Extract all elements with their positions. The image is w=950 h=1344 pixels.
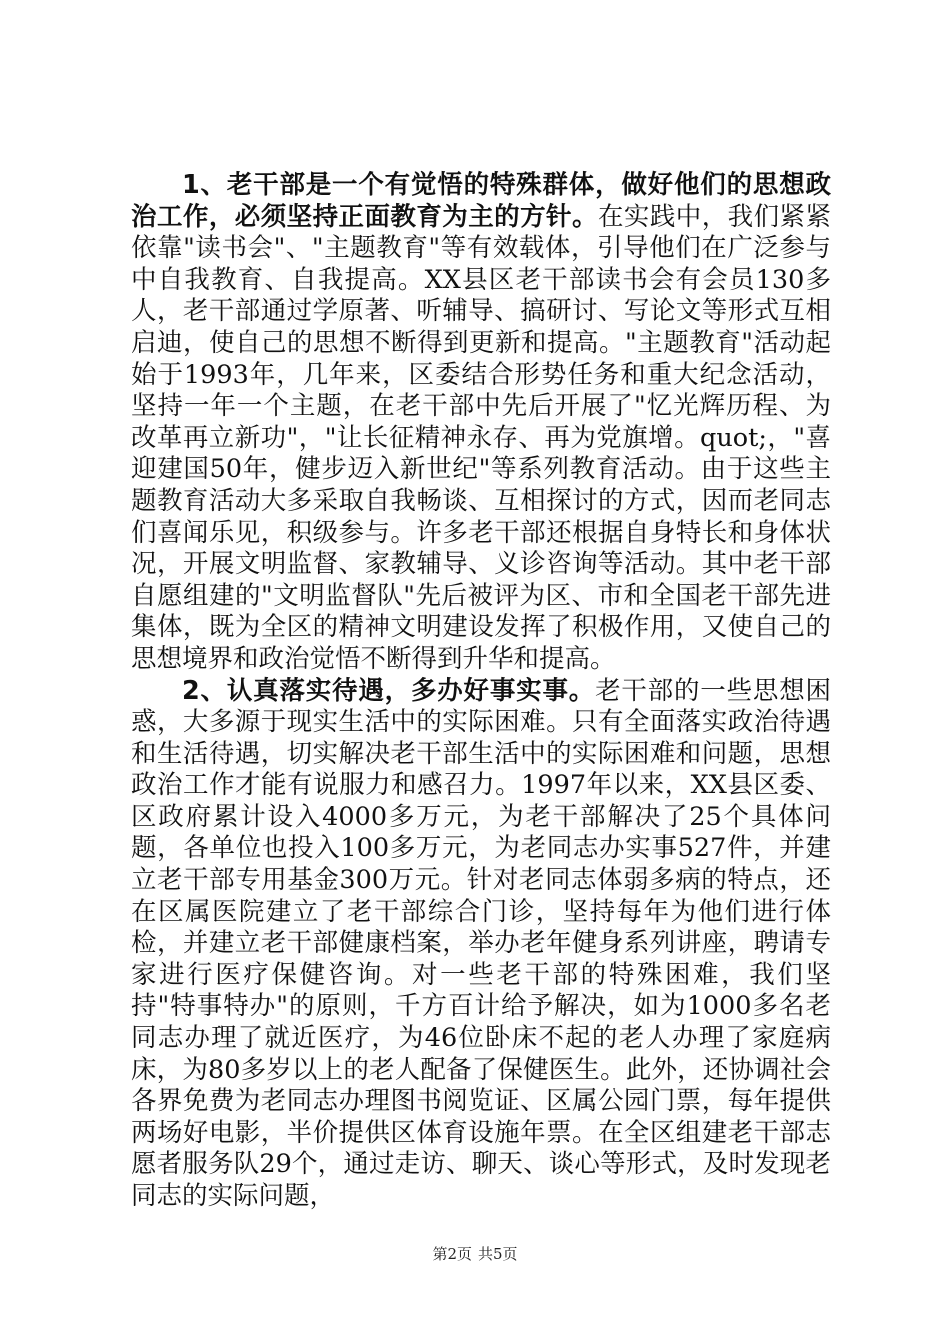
- document-body: [131, 170, 831, 1213]
- paragraph-1-body: 在实践中，我们紧紧依靠"读书会"、"主题教育"等有效载体，引导他们在广泛参与中自我教育、自我提高。XX县区老干部读书会有会员130多人，老干部通过学原著、听辅导、搞研讨、写论文等形式互相启迪，使自己的思想不断得到更新和提高。"主题教育"活动起始于1993年，几年来，区委结合形势任务和重大纪念活动，坚持一年一个主题，在老干部中先后开展了"忆光辉历程、为改革再立新功"，"让长征精神永存、再为党旗增。quot;，"喜迎建国50年，健步迈入新世纪"等系列教育活动。由于这些主题教育活动大多采取自我畅谈、互相探讨的方式，因而老同志们喜闻乐见，积级参与。许多老干部还根据自身特长和身体状况，开展文明监督、家教辅导、义诊咨询等活动。其中老干部自愿组建的"文明监督队"先后被评为区、市和全国老干部先进集体，既为全区的精神文明建设发挥了积极作用，又使自己的思想境界和政治觉悟不断得到升华和提高。: [131, 201, 831, 674]
- page-number-total: 共5页: [478, 1245, 518, 1263]
- page-number-current: 第2页: [432, 1245, 472, 1263]
- paragraph-2-heading: 2、认真落实待遇，多办好事实事。: [182, 675, 596, 706]
- paragraph-2-body: 老干部的一些思想困惑，大多源于现实生活中的实际困难。只有全面落实政治待遇和生活待遇，切实解决老干部生活中的实际困难和问题，思想政治工作才能有说服力和感召力。1997年以来，XX县区委、区政府累计设入4000多万元，为老干部解决了25个具体问题，各单位也投入100多万元，为老同志办实事527件，并建立老干部专用基金300万元。针对老同志体弱多病的特点，还在区属医院建立了老干部综合门诊，坚持每年为他们进行体检，并建立老干部健康档案，举办老年健身系列讲座，聘请专家进行医疗保健咨询。对一些老干部的特殊困难，我们坚持"特事特办"的原则，千方百计给予解决，如为1000多名老同志办理了就近医疗，为46位卧床不起的老人办理了家庭病床，为80多岁以上的老人配备了保健医生。此外，还协调社会各界免费为老同志办理图书阅览证、区属公园门票，每年提供两场好电影，半价提供区体育设施年票。在全区组建老干部志愿者服务队29个，通过走访、聊天、谈心等形式，及时发现老同志的实际问题，: [131, 675, 831, 1211]
- page-footer: [0, 1244, 950, 1264]
- paragraph-2: [131, 676, 831, 1213]
- paragraph-1: [131, 170, 831, 676]
- paragraph-1-heading: 1、老干部是一个有觉悟的特殊群体，做好他们的思想政治工作，必须坚持正面教育为主的方针。: [131, 170, 831, 232]
